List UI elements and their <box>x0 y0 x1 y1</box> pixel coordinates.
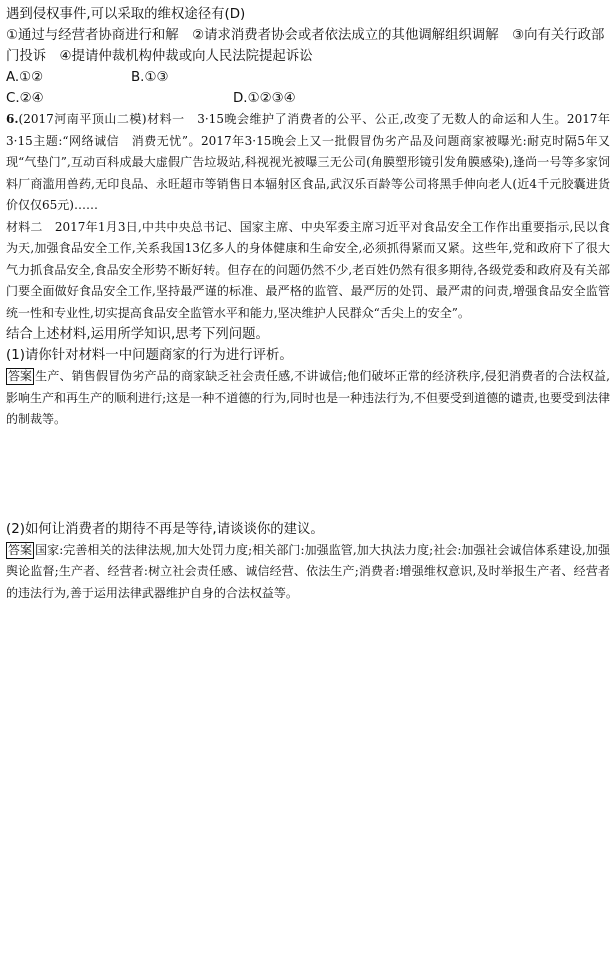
answer-tag: 答案 <box>8 542 33 557</box>
option-b: B.①③ <box>131 70 169 85</box>
q5-options-row2 <box>6 88 610 109</box>
q6-sub1-question: (1)请你针对材料一中问题商家的行为进行评析。 <box>6 348 293 363</box>
option-d: D.①②③④ <box>233 91 296 106</box>
q6-sub2-question: (2)如何让消费者的期待不再是等待,请谈谈你的建议。 <box>6 521 324 537</box>
q5-options-row1 <box>6 67 610 88</box>
q5-stem: 遇到侵权事件,可以采取的维权途径有(D) <box>6 7 246 22</box>
option-a: A.①② <box>6 70 44 85</box>
q5-choices: ①通过与经营者协商进行和解 ②请求消费者协会或者依法成立的其他调解组织调解 ③向有关行政部门投诉 ④提请仲裁机构仲裁或向人民法院提起诉讼 <box>6 28 605 64</box>
option-c: C.②④ <box>6 91 44 106</box>
q6-sub1-answer-text: 生产、销售假冒伪劣产品的商家缺乏社会责任感,不讲诚信;他们破坏正常的经济秩序,侵犯消费者的合法权益,影响生产和再生产的顺利进行;这是一种不道德的行为,同时也是一种违法行为,不但要受到道德的谴责,也要受到法律的制裁等。 <box>6 369 610 426</box>
q6-number: 6. <box>6 112 19 126</box>
q6-sub2-answer-text: 国家:完善相关的法律法规,加大处罚力度;相关部门:加强监管,加大执法力度;社会:加强社会诚信体系建设,加强舆论监督;生产者、经营者:树立社会责任感、诚信经营、依法生产;消费者:增强维权意识,及时举报生产者、经营者的违法行为,善于运用法律武器维护自身的合法权益等。 <box>6 542 610 600</box>
answer-tag: 答案 <box>8 369 33 383</box>
q6-sub1-answer <box>6 366 610 431</box>
q6-instruction: 结合上述材料,运用所学知识,思考下列问题。 <box>6 327 269 342</box>
q6-sub2-answer <box>6 540 610 605</box>
q6-material-1-text: (2017河南平顶山二模)材料一 3·15晚会维护了消费者的公平、公正,改变了无数人的命运和人生。2017年3·15主题:“网络诚信 消费无忧”。2017年3·15晚会上又一批假冒伪劣产品及问题商家被曝光:耐克时隔5年又现“气垫门”,互动百科成最大虚假广告垃圾站,科视视光被曝三无公司(角膜塑形镜引发角膜感染),逢尚一号等多家饲料厂商滥用兽药,无印良品、永旺超市等销售日本辐射区食品,武汉乐百龄等公司将黑手伸向老人(近4千元胶囊进货价仅仅65元)…… <box>6 112 610 212</box>
document-page <box>6 4 610 604</box>
q6-material-2: 材料二 2017年1月3日,中共中央总书记、国家主席、中央军委主席习近平对食品安全工作作出重要指示,民以食为天,加强食品安全工作,关系我国13亿多人的身体健康和生命安全,必须抓得紧而又紧。这些年,党和政府下了很大气力抓食品安全,食品安全形势不断好转。但存在的问题仍然不少,老百姓仍然有很多期待,各级党委和政府及有关部门要全面做好食品安全工作,坚持最严谨的标准、最严格的监管、最严厉的处罚、最严肃的问责,增强食品安全监管统一性和专业性,切实提高食品安全监管水平和能力,坚决维护人民群众“舌尖上的安全”。 <box>6 219 610 320</box>
q6-material-1 <box>6 109 610 217</box>
blank-space <box>6 431 610 519</box>
